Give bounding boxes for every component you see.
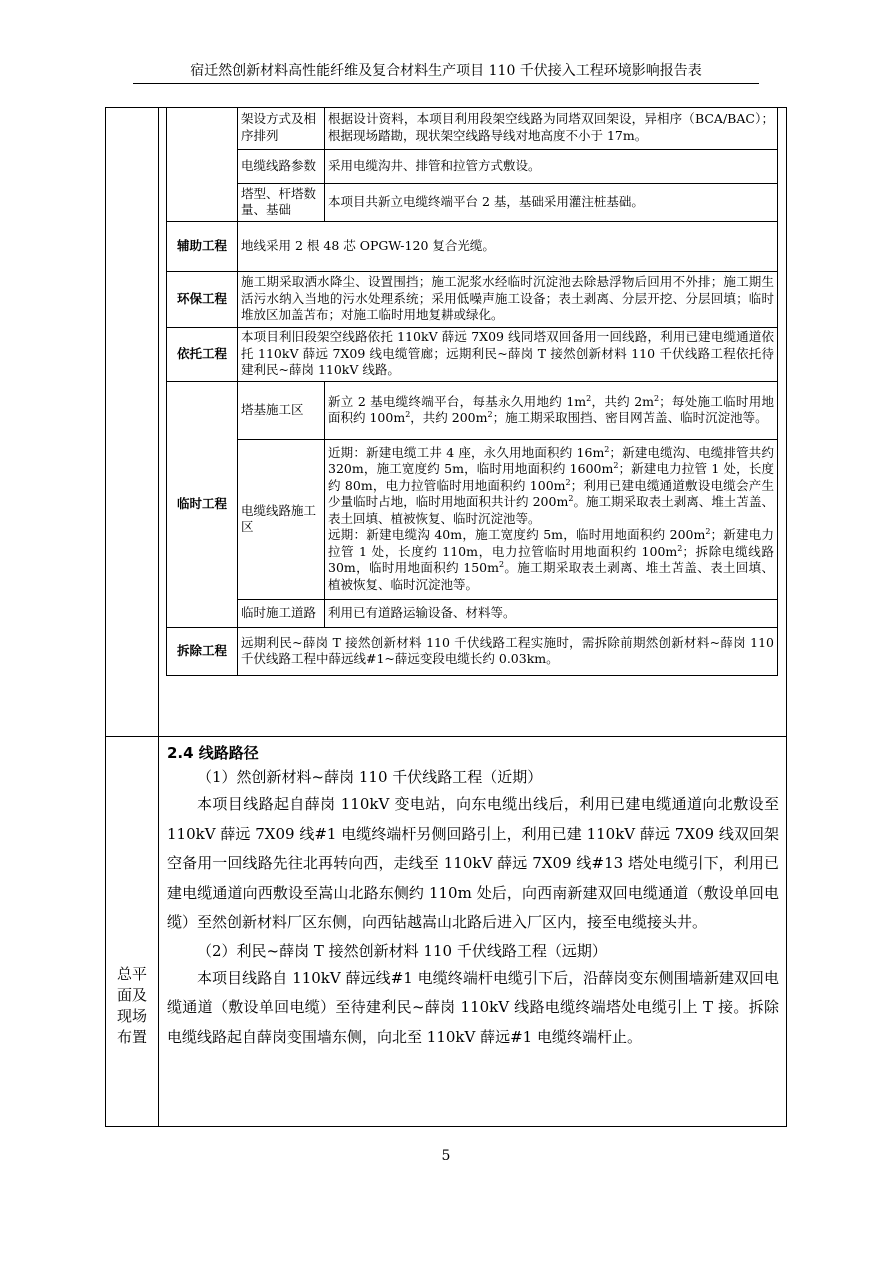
text-run: ；新建电力拉管 1 处，长度约 110m，电力拉管临时用地面积约 100m xyxy=(328,527,774,559)
table-row xyxy=(167,271,778,327)
table-row xyxy=(167,107,778,149)
table-cell-text: 施工期采取洒水降尘、设置围挡；施工泥浆水经临时沉淀池去除悬浮物后回用不外排；施工期生活污水纳入当地的污水处理系统；采用低噪声施工设备；表土剥离、分层开挖、分层回填；临时堆放区加盖苫布；对施工临时用地复耕或绿化。 xyxy=(238,271,778,327)
paragraph: 本项目线路自 110kV 薛远线#1 电缆终端杆电缆引下后，沿薛岗变东侧围墙新建双回电缆通道（敷设单回电缆）至待建利民~薛岗 110kV 线路电缆终端塔处电缆引上 T 接。拆除电缆线路起自薛岗变围墙东侧，向北至 110kV 薛远#1 电缆终端杆止。 xyxy=(167,968,779,1046)
table-cell-category: 依托工程 xyxy=(167,327,238,381)
subsection-title: （1）然创新材料~薛岗 110 千伏线路工程（近期） xyxy=(197,768,543,786)
table-row xyxy=(167,149,778,183)
side-label-line: 总平 xyxy=(116,965,147,983)
superscript: 2 xyxy=(568,494,574,504)
text-run: ，共约 200m xyxy=(410,410,488,425)
paragraph: 本项目线路起自薛岗 110kV 变电站，向东电缆出线后，利用已建电缆通道向北敷设至 110kV 薛远 7X09 线#1 电缆终端杆另侧回路引上，利用已建 110kV 薛远 7X09 线双回架空备用一回线路先往北再转向西，走线至 110kV 薛远 7X09 线#13 塔处电缆引下，利用已建电缆通道向西敷设至嵩山北路东侧约 110m 处后，向西南新建双回电缆通道（敷设单回电缆）至然创新材料厂区东侧，向西钻越嵩山北路后进入厂区内，接至电缆接头井。 xyxy=(167,795,779,931)
superscript: 2 xyxy=(565,477,571,487)
superscript: 2 xyxy=(586,393,592,403)
section-heading: 2.4 线路路径 xyxy=(167,744,259,762)
table-cell-text: 本项目共新立电缆终端平台 2 基，基础采用灌注桩基础。 xyxy=(325,183,778,221)
table-cell-category: 临时工程 xyxy=(167,381,238,627)
superscript: 2 xyxy=(604,444,610,454)
table-cell-sub: 临时施工道路 xyxy=(238,599,325,627)
superscript: 2 xyxy=(405,409,411,419)
text-run: 远期：新建电缆沟 40m，施工宽度约 5m，临时用地面积约 200m xyxy=(328,527,706,543)
row-divider xyxy=(106,736,786,737)
route-section xyxy=(167,742,779,1052)
subsection-title: （2）利民~薛岗 T 接然创新材料 110 千伏线路工程（远期） xyxy=(197,941,607,960)
table-cell-category: 环保工程 xyxy=(167,271,238,327)
table-cell-text: 本项目利旧段架空线路依托 110kV 薛远 7X09 线同塔双回备用一回线路，利用已建电缆通道依托 110kV 薛远 7X09 线电缆管廊；远期利民~薛岗 T 接然创新材料 110 千伏线路工程依托待建利民~薛岗 110kV 线路。 xyxy=(238,327,778,381)
text-run: 近期：新建电缆工井 4 座，永久用地面积约 16m xyxy=(328,444,605,460)
table-cell-sub: 塔型、杆塔数量、基础 xyxy=(238,183,325,221)
page-number: 5 xyxy=(441,1148,451,1164)
text-run: 新立 2 基电缆终端平台，每基永久用地约 1m xyxy=(328,393,587,409)
table-cell-text: 利用已有道路运输设备、材料等。 xyxy=(325,599,778,627)
table-row xyxy=(167,599,778,627)
table-row xyxy=(167,327,778,381)
table-cell-sub: 电缆线路参数 xyxy=(238,149,325,183)
text-run: ；每处施工临时用地面积约 100m xyxy=(328,393,774,425)
table-row xyxy=(167,439,778,599)
table-cell-sub: 塔基施工区 xyxy=(238,381,325,439)
table-cell-empty xyxy=(167,107,238,221)
text-run: 。施工期采取表土剥离、堆土苫盖、表土回填、植被恢复、临时沉淀池等。 xyxy=(328,560,774,592)
side-label-line: 现场 xyxy=(116,1007,147,1025)
table-cell-category: 辅助工程 xyxy=(167,221,238,271)
text-run: ；新建电力拉管 1 处，长度约 80m，电力拉管临时用地面积约 100m xyxy=(328,461,774,493)
side-label-line: 布置 xyxy=(116,1028,147,1046)
table-cell-text: 根据设计资料，本项目利用段架空线路为同塔双回架设，异相序（BCA/BAC）；根据现场踏勘，现状架空线路导线对地高度不小于 17m。 xyxy=(325,107,778,149)
page-header: 宿迁然创新材料高性能纤维及复合材料生产项目 110 千伏接入工程环境影响报告表 xyxy=(133,62,759,84)
superscript: 2 xyxy=(613,461,619,471)
table-cell-text xyxy=(325,439,778,599)
table-cell-text xyxy=(325,381,778,439)
table-cell-sub: 电缆线路施工区 xyxy=(238,439,325,599)
text-run: ；施工期采取围挡、密目网苫盖、临时沉淀池等。 xyxy=(492,410,768,425)
table-cell-category: 拆除工程 xyxy=(167,627,238,675)
table-cell-text: 远期利民~薛岗 T 接然创新材料 110 千伏线路工程实施时，需拆除前期然创新材料~薛岗 110 千伏线路工程中薛远线#1~薛远变段电缆长约 0.03km。 xyxy=(238,627,778,675)
column-divider xyxy=(158,108,159,1126)
superscript: 2 xyxy=(498,560,505,570)
superscript: 2 xyxy=(654,393,660,403)
text-run: 。施工期采取表土剥离、堆土苫盖、表土回填、植被恢复、临时沉淀池等。 xyxy=(328,494,774,526)
superscript: 2 xyxy=(487,409,493,419)
side-label-line: 面及 xyxy=(116,986,147,1004)
superscript: 2 xyxy=(677,543,683,553)
table-row xyxy=(167,627,778,675)
superscript: 2 xyxy=(705,527,711,537)
table-row xyxy=(167,221,778,271)
table-row xyxy=(167,381,778,439)
table-cell-text: 采用电缆沟井、排管和拉管方式敷设。 xyxy=(325,149,778,183)
table-cell-text: 地线采用 2 根 48 芯 OPGW-120 复合光缆。 xyxy=(238,221,778,271)
project-composition-table xyxy=(166,107,778,676)
text-run: ；利用已建电缆通道敷设电缆会产生少量临时占地，临时用地面积共计约 200m xyxy=(328,477,774,510)
text-run: ，共约 2m xyxy=(591,393,655,409)
table-cell-sub: 架设方式及相序排列 xyxy=(238,107,325,149)
text-run: ；拆除电缆线路 30m，临时用地面积约 150m xyxy=(328,543,774,576)
table-row xyxy=(167,183,778,221)
text-run: ；新建电缆沟、电缆排管共约 320m，施工宽度约 5m，临时用地面积约 1600m xyxy=(328,444,774,477)
side-label xyxy=(106,964,158,1048)
